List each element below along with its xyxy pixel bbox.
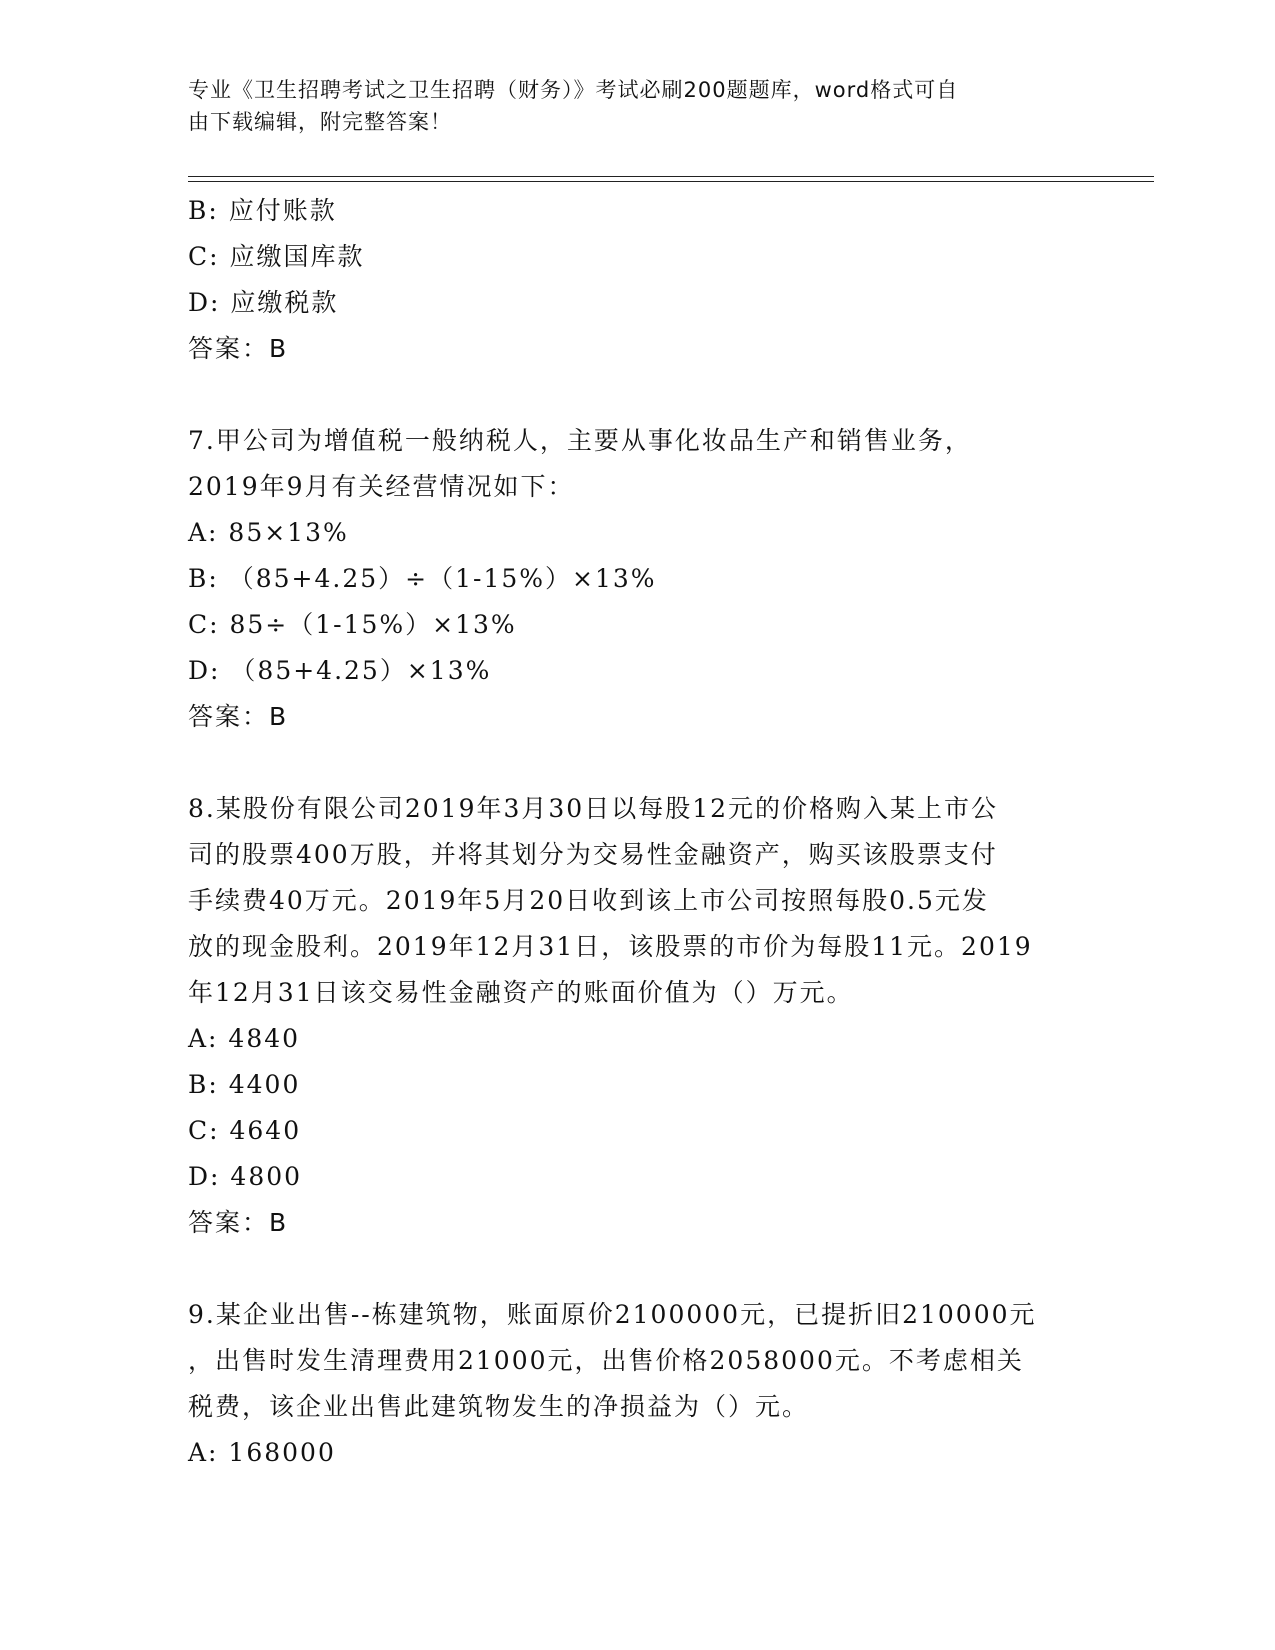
question-7 bbox=[188, 418, 1088, 740]
question-8 bbox=[188, 786, 1088, 1246]
q8-stem-line-1: 8.某股份有限公司2019年3月30日以每股12元的价格购入某上市公 bbox=[188, 794, 999, 823]
q8-option-c: C: 4640 bbox=[188, 1116, 302, 1145]
header-line-1: 专业《卫生招聘考试之卫生招聘（财务）》考试必刷200题题库，word格式可自 bbox=[188, 78, 959, 102]
q8-stem-line-5: 年12月31日该交易性金融资产的账面价值为（）万元。 bbox=[188, 978, 854, 1007]
q6-option-d: D: 应缴税款 bbox=[188, 288, 339, 317]
q7-answer: 答案：B bbox=[188, 702, 289, 731]
spacer bbox=[188, 372, 1088, 418]
q8-option-d: D: 4800 bbox=[188, 1162, 303, 1191]
document-header bbox=[188, 74, 1068, 138]
header-divider-top bbox=[188, 176, 1154, 177]
q8-stem-line-3: 手续费40万元。2019年5月20日收到该上市公司按照每股0.5元发 bbox=[188, 886, 989, 915]
q9-stem-line-2: ，出售时发生清理费用21000元，出售价格2058000元。不考虑相关 bbox=[188, 1346, 1024, 1375]
header-divider-bottom bbox=[188, 181, 1154, 182]
q8-answer: 答案：B bbox=[188, 1208, 289, 1237]
q7-option-b: B: （85+4.25）÷（1-15%）×13% bbox=[188, 564, 657, 593]
question-6 bbox=[188, 188, 1088, 372]
q7-stem-line-2: 2019年9月有关经营情况如下： bbox=[188, 472, 575, 501]
spacer bbox=[188, 1246, 1088, 1292]
q8-stem-line-4: 放的现金股利。2019年12月31日，该股票的市价为每股11元。2019 bbox=[188, 932, 1033, 961]
question-9 bbox=[188, 1292, 1088, 1476]
q7-option-a: A: 85×13% bbox=[188, 518, 349, 547]
q8-option-a: A: 4840 bbox=[188, 1024, 301, 1053]
q9-stem-line-1: 9.某企业出售--栋建筑物，账面原价2100000元，已提折旧210000元 bbox=[188, 1300, 1037, 1329]
q7-stem-line-1: 7.甲公司为增值税一般纳税人，主要从事化妆品生产和销售业务， bbox=[188, 426, 972, 455]
q9-option-a: A: 168000 bbox=[188, 1438, 336, 1467]
spacer bbox=[188, 740, 1088, 786]
q9-stem-line-3: 税费，该企业出售此建筑物发生的净损益为（）元。 bbox=[188, 1392, 810, 1421]
q8-option-b: B: 4400 bbox=[188, 1070, 301, 1099]
q6-option-b: B: 应付账款 bbox=[188, 196, 337, 225]
header-line-2: 由下载编辑，附完整答案！ bbox=[188, 110, 452, 134]
q6-option-c: C: 应缴国库款 bbox=[188, 242, 365, 271]
q8-stem-line-2: 司的股票400万股，并将其划分为交易性金融资产，购买该股票支付 bbox=[188, 840, 998, 869]
question-body bbox=[188, 188, 1088, 1476]
q7-option-c: C: 85÷（1-15%）×13% bbox=[188, 610, 517, 639]
q6-answer: 答案：B bbox=[188, 334, 289, 363]
q7-option-d: D: （85+4.25）×13% bbox=[188, 656, 492, 685]
